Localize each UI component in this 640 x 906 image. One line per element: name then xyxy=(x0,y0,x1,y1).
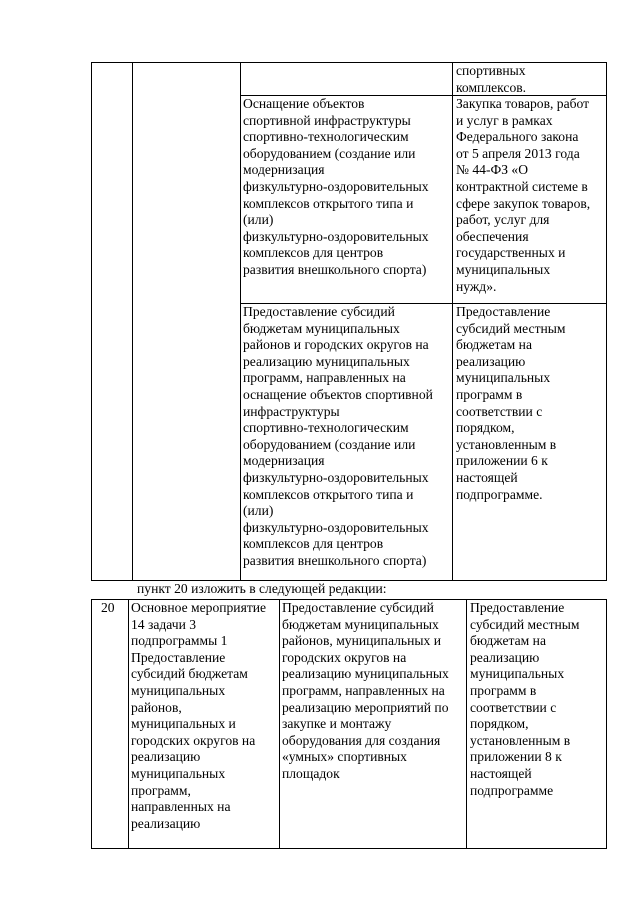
table2-col4-text: Предоставление субсидий местным бюджетам на реализацию муниципальных программ в соответствии с порядком, установленным в приложении 8 к настоящей подпрограмме xyxy=(470,600,580,798)
table2-col-line-3 xyxy=(279,599,280,849)
table2-col2-text: Основное мероприятие 14 задачи 3 подпрограммы 1 Предоставление субсидий бюджетам муниципальных районов, муниципальных и городских округов на реализацию муниципальных программ, направленных на реализацию xyxy=(131,600,267,831)
table1-row2-col4-text: Предоставление субсидий местным бюджетам на реализацию муниципальных программ в соответствии с порядком, установленным в приложении 6 к настоящей подпрограмме. xyxy=(456,304,566,502)
table1-col-line-4 xyxy=(452,62,453,581)
table1-col-line-3 xyxy=(240,62,241,581)
table1-row2-col3-text: Предоставление субсидий бюджетам муниципальных районов и городских округов на реализацию муниципальных программ, направленных на оснащение объектов спортивной инфраструктуры спортивно-технологическим оборудованием (создание или модернизация физкультурно-оздоровительных комплексов открытого типа и (или) физкультурно-оздоровительных комплексов для центров развития внешкольного спорта) xyxy=(243,304,433,568)
table2-col-line-4 xyxy=(466,599,467,849)
table1-col-line-5 xyxy=(606,62,607,581)
table1-col-line-1 xyxy=(91,62,92,581)
table1-row1-col4-text: Закупка товаров, работ и услуг в рамках Федерального закона от 5 апреля 2013 года № 44-ФЗ «О контрактной системе в сфере закупок товаров, работ, услуг для обеспечения государственных и муниципальных нужд». xyxy=(456,96,591,294)
table2-row-number: 20 xyxy=(101,600,115,615)
table1-row1-col3-text: Оснащение объектов спортивной инфраструктуры спортивно-технологическим оборудованием (создание или модернизация физкультурно-оздоровительных комплексов открытого типа и (или) физкультурно-оздоровительных комплексов для центров развития внешкольного спорта) xyxy=(243,96,429,277)
instruction-text: пункт 20 изложить в следующей редакции: xyxy=(137,581,387,596)
table1-col-line-2 xyxy=(132,62,133,581)
table2-col3-text: Предоставление субсидий бюджетам муниципальных районов, муниципальных и городских округов на реализацию муниципальных программ, направленных на реализацию мероприятий по закупке и монтажу оборудования для создания «умных» спортивных площадок xyxy=(282,600,449,781)
table2-col-line-5 xyxy=(606,599,607,849)
table1-row0-col4-text: спортивных комплексов. xyxy=(456,63,527,95)
table2-col-line-1 xyxy=(91,599,92,849)
table2-bottom-border xyxy=(91,848,607,849)
table1-top-border xyxy=(91,62,607,63)
table2-col-line-2 xyxy=(128,599,129,849)
